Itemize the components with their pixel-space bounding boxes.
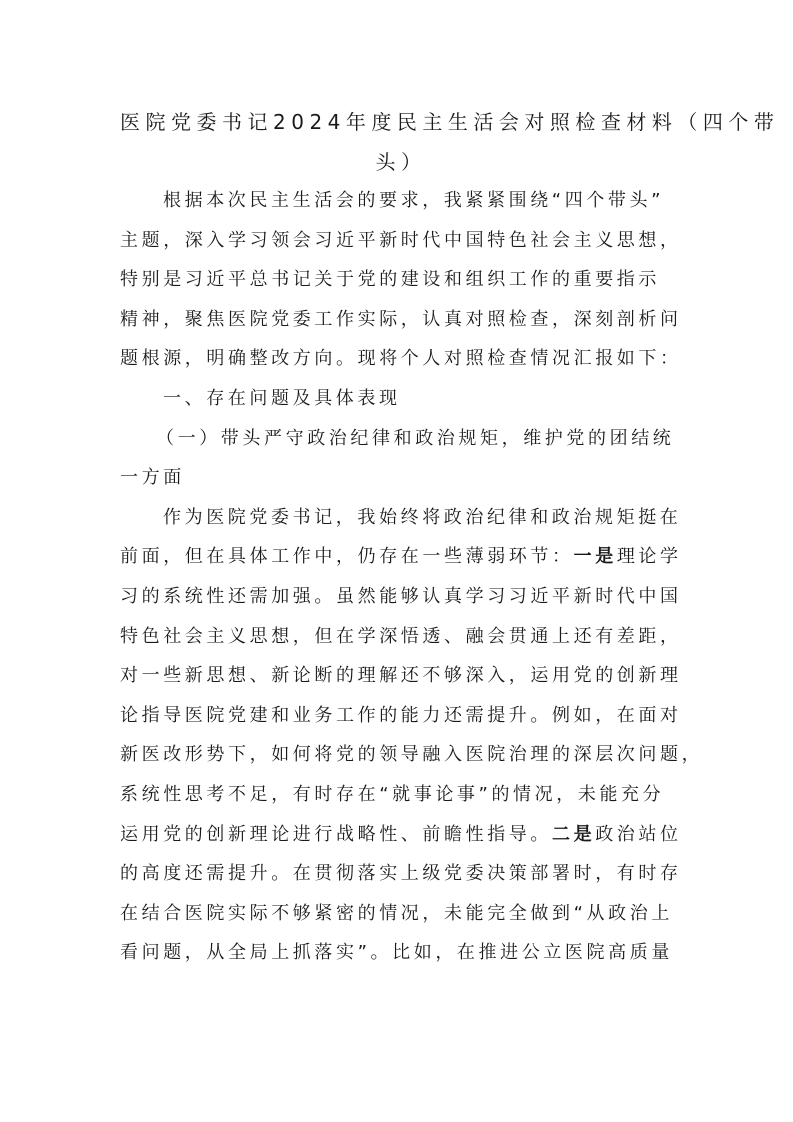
text-run: 特色社会主义思想，但在学深悟透、融会贯通上还有差距，	[120, 625, 682, 647]
paragraph-line	[120, 339, 700, 379]
text-run: 看问题，从全局上抓落实”。比如，在推进公立医院高质量	[120, 942, 673, 964]
text-run: 前面，但在具体工作中，仍存在一些薄弱环节：	[120, 546, 574, 568]
text-run: （一）带头严守政治纪律和政治规矩，维护党的团结统	[156, 427, 675, 449]
paragraph-line	[120, 815, 700, 855]
document-title	[120, 103, 780, 182]
text-run: 主题，深入学习领会习近平新时代中国特色社会主义思想，	[120, 229, 682, 251]
paragraph-line	[120, 617, 700, 657]
paragraph-line	[120, 181, 700, 221]
paragraph-line	[120, 656, 700, 696]
text-run: 的高度还需提升。在贯彻落实上级党委决策部署时，有时存	[120, 863, 682, 885]
paragraph-line	[120, 260, 700, 300]
paragraph-line	[120, 775, 700, 815]
text-run: 新医改形势下，如何将党的领导融入医院治理的深层次问题，	[120, 744, 704, 766]
text-run: 在结合医院实际不够紧密的情况，未能完全做到“从政治上	[120, 902, 673, 924]
text-run: 一方面	[120, 467, 185, 489]
text-run: 运用党的创新理论进行战略性、前瞻性指导。	[120, 823, 552, 845]
text-run: 精神，聚焦医院党委工作实际，认真对照检查，深刻剖析问	[120, 308, 682, 330]
paragraph-line	[120, 577, 700, 617]
text-run: 系统性思考不足，有时存在“就事论事”的情况，未能充分	[120, 783, 665, 805]
text-run: 对一些新思想、新论断的理解还不够深入，运用党的创新理	[120, 665, 682, 687]
paragraph-line	[120, 696, 700, 736]
paragraph-line	[120, 498, 700, 538]
paragraph-line	[120, 419, 700, 459]
paragraph-line	[120, 933, 700, 973]
text-run: 论指导医院党建和业务工作的能力还需提升。例如，在面对	[120, 704, 682, 726]
bold-text-run: 一是	[573, 546, 617, 568]
text-run: 理论学	[616, 546, 682, 568]
paragraph-line	[120, 458, 700, 498]
text-run: 题根源，明确整改方向。现将个人对照检查情况汇报如下：	[120, 348, 682, 370]
paragraph-line	[120, 300, 700, 340]
paragraph-line	[120, 894, 700, 934]
text-run: 政治站位	[595, 823, 682, 845]
text-run: 一、存在问题及具体表现	[163, 387, 401, 409]
title-line-1: 医院党委书记2024年度民主生活会对照检查材料（四个带	[120, 110, 780, 134]
bold-text-run: 二是	[552, 823, 596, 845]
paragraph-line	[120, 854, 700, 894]
document-body	[120, 181, 704, 973]
text-run: 特别是习近平总书记关于党的建设和组织工作的重要指示	[120, 269, 660, 291]
paragraph-line	[120, 221, 700, 261]
title-line-2: 头）	[375, 149, 427, 174]
paragraph-line	[120, 537, 700, 577]
text-run: 作为医院党委书记，我始终将政治纪律和政治规矩挺在	[163, 506, 682, 528]
text-run: 习的系统性还需加强。虽然能够认真学习习近平新时代中国	[120, 585, 682, 607]
text-run: 根据本次民主生活会的要求，我紧紧围绕“四个带头”	[163, 190, 665, 211]
paragraph-line	[120, 379, 700, 419]
paragraph-line	[120, 735, 704, 775]
